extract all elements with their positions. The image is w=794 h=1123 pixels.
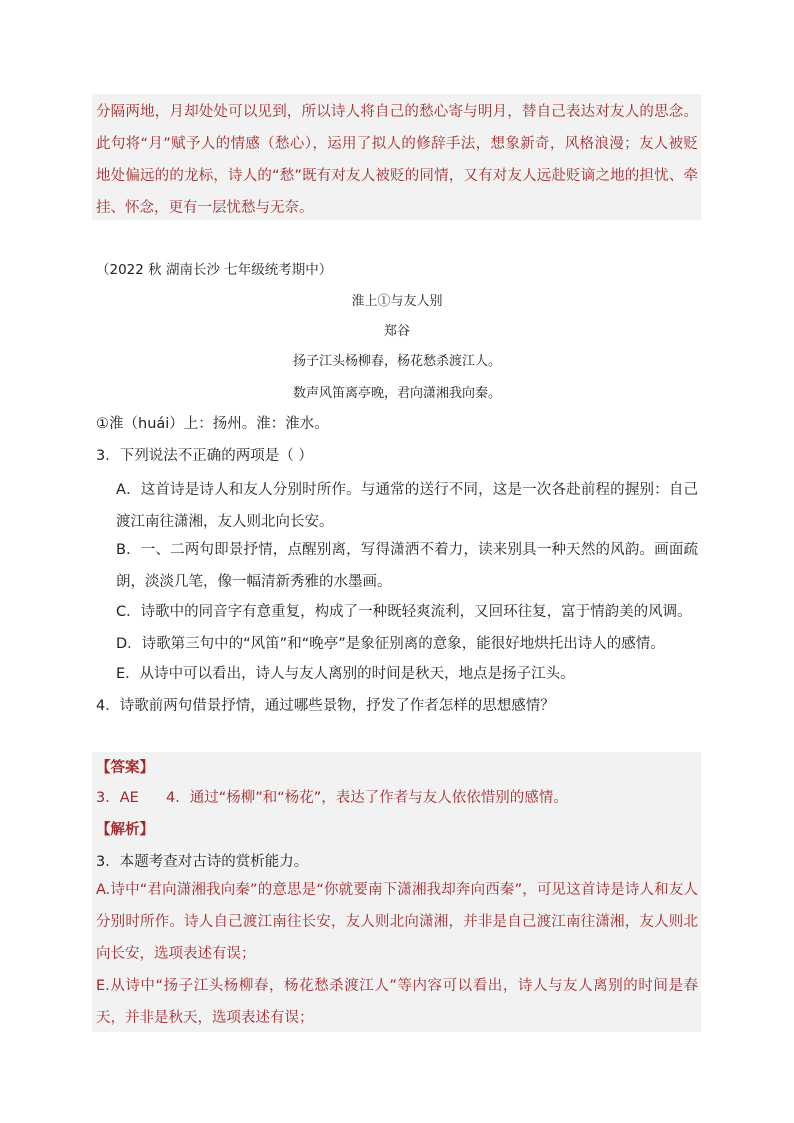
question-3-option-c: C．诗歌中的同音字有意重复，构成了一种既轻爽流利，又回环往复，富于情韵美的风调。 [116,604,692,620]
poem-line-1: 扬子江头杨柳春，杨花愁杀渡江人。 [292,354,501,369]
question-3-option-d: D．诗歌第三句中的“风笛”和“晚亭”是象征别离的意象，能很好地烘托出诗人的感情。 [116,636,665,652]
answer-q3: 3．AE [96,790,139,806]
analysis-option-e: E.从诗中“扬子江头杨柳春，杨花愁杀渡江人”等内容可以看出，诗人与友人离别的时间是春天，并非是秋天，选项表述有误； [96,978,698,1026]
question-3-option-e: E．从诗中可以看出，诗人与友人离别的时间是秋天，地点是扬子江头。 [116,666,575,682]
poem-note: ①淮（huái）上：扬州。淮：淮水。 [96,416,329,432]
analysis-intro: 3．本题考查对古诗的赏析能力。 [96,854,309,870]
question-3-option-a: A．这首诗是诗人和友人分别时所作。与通常的送行不同，这是一次各赴前程的握别：自己渡江南往潇湘，友人则北向长安。 [116,482,698,530]
analysis-label: 【解析】 [96,822,154,838]
poem-title: 淮上①与友人别 [351,294,443,309]
analysis-option-a: A.诗中“君向潇湘我向秦”的意思是“你就要南下潇湘我却奔向西秦”，可见这首诗是诗人和友人分别时所作。诗人自己渡江南往长安，友人则北向潇湘，并非是自己渡江南往潇湘，友人则北向长安，选项表述有误； [96,882,698,962]
question-3-option-b: B．一、二两句即景抒情，点醒别离，写得潇洒不着力，读来别具一种天然的风韵。画面疏朗，淡淡几笔，像一幅清新秀雅的水墨画。 [116,542,698,590]
question-3-stem: 3．下列说法不正确的两项是（ ） [96,448,313,464]
top-analysis-text: 分隔两地，月却处处可以见到，所以诗人将自己的愁心寄与明月，替自己表达对友人的思念。此句将“月”赋予人的情感（愁心），运用了拟人的修辞手法，想象新奇，风格浪漫；友人被贬地处偏远的的龙标，诗人的“愁”既有对友人被贬的同情，又有对友人远赴贬谪之地的担忧、牵挂、怀念，更有一层忧愁与无奈。 [96,104,698,216]
question-4-stem: 4．诗歌前两句借景抒情，通过哪些景物，抒发了作者怎样的思想感情？ [96,698,555,714]
question-source: （2022 秋 湖南长沙 七年级统考期中） [96,262,333,278]
answer-label: 【答案】 [96,760,154,776]
answer-q4: 4．通过“杨柳”和“杨花”，表达了作者与友人依依惜别的感情。 [166,790,568,806]
poem-line-2: 数声风笛离亭晚，君向潇湘我向秦。 [292,386,501,401]
poem-author: 郑谷 [383,324,410,339]
